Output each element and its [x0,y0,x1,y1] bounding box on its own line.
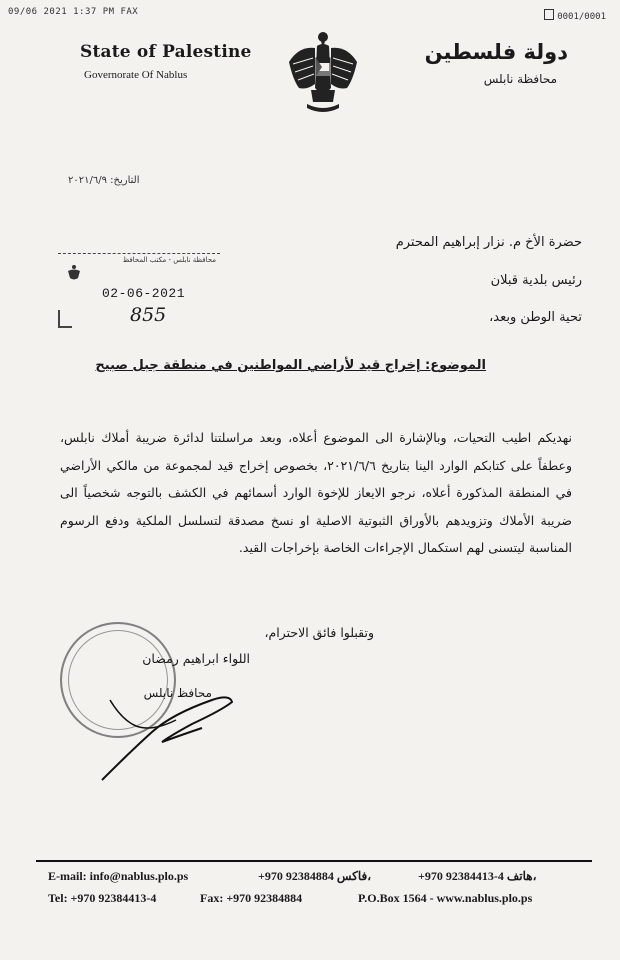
letterhead-english-title: State of Palestine [80,42,252,62]
letterhead-arabic-subtitle: محافظة نابلس [483,72,557,86]
footer-tel: Tel: +970 92384413-4 [48,891,157,905]
letter-date: التاريخ: ٢٠٢١/٦/٩ [68,175,140,186]
stamp-header: محافظة نابلس - مكتب المحافظ [122,256,216,264]
signatory-name: اللواء ابراهيم رمضان [142,651,250,666]
footer-email: E-mail: info@nablus.plo.ps [48,869,189,883]
footer-divider [36,860,592,862]
stamp-corner-mark [58,310,72,328]
footer-fax-arabic: +970 92384884 فاكس، [258,869,372,883]
letterhead-english-subtitle: Governorate Of Nablus [84,69,188,81]
footer-phone-arabic: +970 92384413-4 هاتف، [418,869,537,883]
fax-page-counter-text: 0001/0001 [557,12,606,22]
letterhead-arabic-title: دولة فلسطين [424,40,568,64]
footer-fax: Fax: +970 92384884 [200,891,303,905]
fax-page-counter [544,9,606,22]
stamp-number: 855 [130,304,167,326]
recipient-name: حضرة الأخ م. نزار إبراهيم المحترم [395,235,582,250]
footer-pobox-website: P.O.Box 1564 - www.nablus.plo.ps [358,891,533,905]
fax-box-icon [544,9,554,20]
letter-subject: الموضوع: إخراج قيد لأراضي المواطنين في منطقة جبل صبيح [95,358,486,373]
greeting: تحية الوطن وبعد، [489,310,582,325]
fax-transmission-header: 09/06 2021 1:37 PM FAX [8,7,139,17]
recipient-title: رئيس بلدية قبلان [490,273,582,288]
stamp-emblem-icon [66,264,82,282]
signatory-title: محافظ نابلس [143,686,212,700]
closing-line: وتقبلوا فائق الاحترام، [264,625,374,640]
letter-body: نهديكم اطيب التحيات، وبالإشارة الى الموضوع أعلاه، وبعد مراسلتنا لدائرة ضريبة أملاك نابلس، وعطفاً على كتابكم الوارد الينا بتاريخ ٢٠٢١/٦/٦، بخصوص إخراج قيد لمجموعة من مالكي الأراضي في المنطقة المذكورة أعلاه، نرجو الايعاز للإخوة الوارد أسمائهم في الكشف بالتوجه شخصياً الى ضريبة الأملاك وتزويدهم بالأوراق الثبوتية الاصلية او نسخ مصدقة لتسلسل الملكية ودفع الرسوم المناسبة ليتسنى لهم استكمال الإجراءات الخاصة بإخراجات القيد. [60,430,572,555]
handwritten-signature [92,680,242,790]
stamp-date: 02-06-2021 [102,286,186,301]
received-stamp [58,253,220,332]
palestine-eagle-emblem-icon [287,28,359,120]
